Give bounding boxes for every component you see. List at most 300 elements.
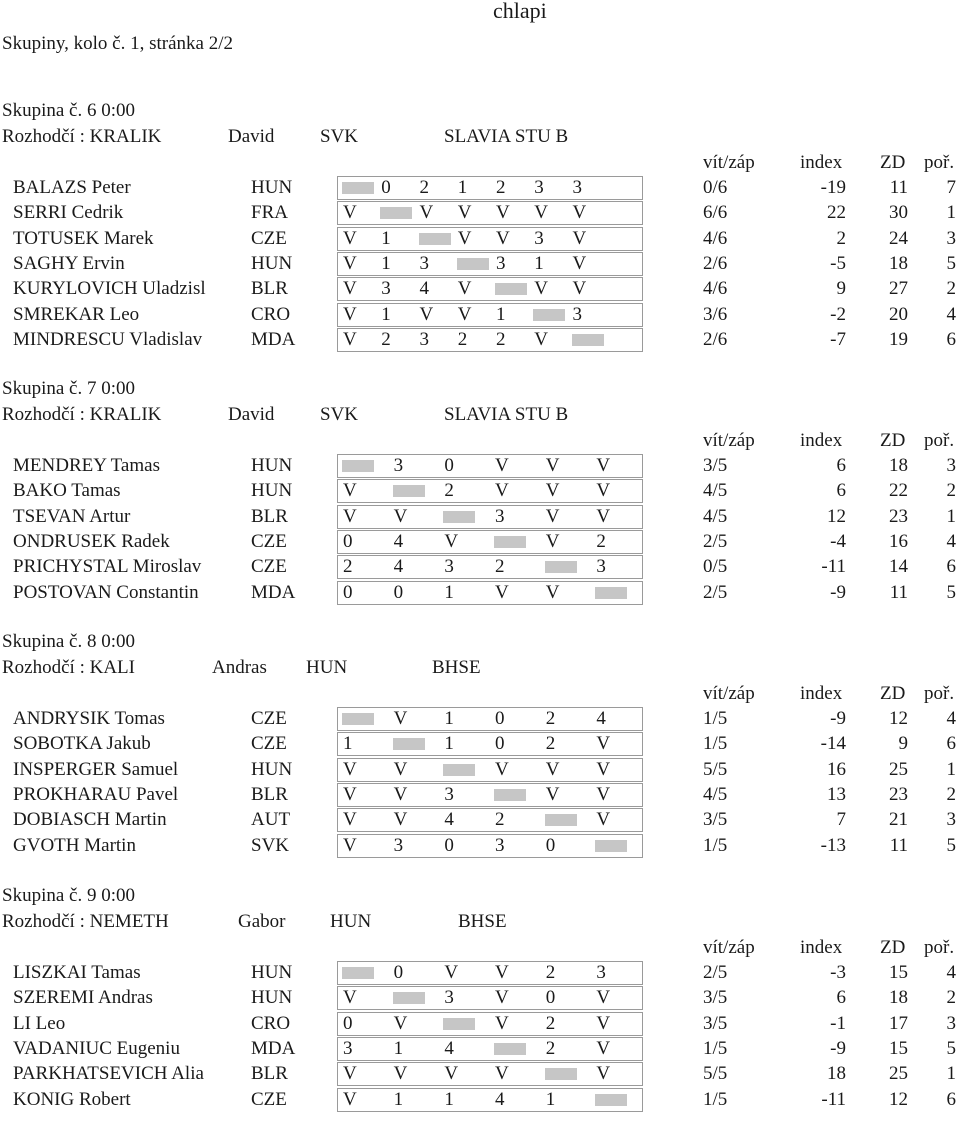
result-cell xyxy=(591,708,642,730)
player-rank: 4 xyxy=(946,962,956,983)
group-section xyxy=(0,100,960,352)
result-value: 0 xyxy=(393,962,404,983)
result-value: V xyxy=(343,202,357,224)
player-zd: 14 xyxy=(889,556,908,578)
player-name: DOBIASCH Martin xyxy=(13,809,167,831)
result-cell xyxy=(591,1013,642,1035)
result-value: 4 xyxy=(596,708,606,729)
player-rank: 5 xyxy=(946,1037,956,1059)
result-value: V xyxy=(545,758,560,780)
self-match-block xyxy=(380,207,412,219)
self-match-cell xyxy=(591,1089,642,1111)
player-zd: 18 xyxy=(889,987,908,1009)
col-header-record: vít/záp xyxy=(703,683,755,704)
result-value: 2 xyxy=(545,708,556,729)
player-rank: 4 xyxy=(946,303,956,325)
self-match-cell xyxy=(490,784,541,806)
self-match-block xyxy=(495,283,527,295)
result-cell xyxy=(415,329,453,351)
result-cell xyxy=(389,1038,440,1060)
table-row xyxy=(0,1037,960,1061)
result-cell xyxy=(439,582,490,604)
result-grid xyxy=(337,1088,643,1112)
result-value: V xyxy=(596,480,611,502)
player-name: SAGHY Ervin xyxy=(13,252,125,274)
result-value: V xyxy=(495,480,509,502)
result-value: V xyxy=(545,505,560,527)
player-country: CRO xyxy=(251,303,291,325)
result-value: V xyxy=(343,758,357,780)
result-cell xyxy=(415,253,453,275)
result-value: 3 xyxy=(596,962,606,983)
player-rank: 6 xyxy=(946,1088,956,1110)
referee-club: SLAVIA STU B xyxy=(444,404,569,425)
player-record: 4/5 xyxy=(703,783,728,805)
result-cell xyxy=(591,556,642,578)
player-rank: 3 xyxy=(946,227,956,249)
result-value: V xyxy=(495,987,509,1009)
result-cell xyxy=(490,582,541,604)
player-index: 12 xyxy=(827,505,846,527)
player-name: MINDRESCU Vladislav xyxy=(13,328,203,350)
self-match-block xyxy=(533,309,565,321)
player-name: VADANIUC Eugeniu xyxy=(13,1037,180,1059)
player-record: 4/5 xyxy=(703,480,728,502)
result-cell xyxy=(541,480,592,502)
result-value: 3 xyxy=(495,834,505,856)
player-name: TOTUSEK Marek xyxy=(13,227,154,249)
result-value: 1 xyxy=(381,227,391,249)
result-cell xyxy=(568,202,606,224)
result-cell xyxy=(453,202,491,224)
self-match-cell xyxy=(439,506,490,528)
result-value: 3 xyxy=(419,328,429,350)
player-country: HUN xyxy=(251,987,293,1009)
result-value: V xyxy=(545,783,560,805)
player-country: HUN xyxy=(251,177,293,198)
result-value: V xyxy=(393,783,408,805)
player-index: -14 xyxy=(820,733,846,755)
result-cell xyxy=(439,708,490,730)
result-cell xyxy=(376,253,414,275)
result-value: 4 xyxy=(495,1088,505,1110)
player-record: 1/5 xyxy=(703,834,728,856)
player-record: 4/5 xyxy=(703,505,728,527)
self-match-cell xyxy=(541,556,592,578)
player-record: 0/5 xyxy=(703,556,728,578)
referee-label: Rozhodčí : KRALIK xyxy=(2,404,162,425)
self-match-cell xyxy=(338,455,389,477)
player-country: AUT xyxy=(251,809,291,831)
result-value: V xyxy=(393,505,408,527)
col-header-zd: ZD xyxy=(880,430,906,451)
result-cell xyxy=(338,531,389,553)
table-row xyxy=(0,1012,960,1036)
result-value: V xyxy=(343,987,357,1009)
player-zd: 27 xyxy=(889,278,908,300)
player-rank: 2 xyxy=(946,480,956,502)
result-value: V xyxy=(596,1012,611,1034)
result-value: V xyxy=(343,1088,357,1110)
referee-first-name: David xyxy=(228,126,275,147)
result-value: 4 xyxy=(444,809,454,831)
result-value: 2 xyxy=(495,809,505,831)
player-rank: 5 xyxy=(946,581,956,603)
player-record: 0/6 xyxy=(703,177,728,198)
self-match-cell xyxy=(439,759,490,781)
result-cell xyxy=(338,253,376,275)
result-cell xyxy=(529,278,567,300)
player-zd: 20 xyxy=(889,303,908,325)
result-value: 1 xyxy=(381,252,391,274)
result-grid xyxy=(337,303,643,327)
player-record: 1/5 xyxy=(703,733,728,755)
result-value: 2 xyxy=(381,328,391,350)
result-cell xyxy=(389,809,440,831)
self-match-block xyxy=(572,334,604,346)
result-value: V xyxy=(596,733,611,755)
result-value: 2 xyxy=(596,530,606,552)
result-cell xyxy=(490,455,541,477)
self-match-block xyxy=(443,511,475,523)
player-country: CZE xyxy=(251,1088,287,1110)
result-grid xyxy=(337,505,643,529)
self-match-cell xyxy=(541,809,592,831)
result-cell xyxy=(439,835,490,857)
player-index: -4 xyxy=(830,530,846,552)
result-cell xyxy=(338,278,376,300)
player-zd: 11 xyxy=(889,834,908,856)
referee-line xyxy=(0,657,960,679)
result-cell xyxy=(439,480,490,502)
result-value: V xyxy=(444,962,459,983)
result-value: V xyxy=(596,758,611,780)
result-grid xyxy=(337,961,643,985)
self-match-block xyxy=(393,992,425,1004)
table-row xyxy=(0,277,960,301)
result-cell xyxy=(389,962,440,984)
self-match-cell xyxy=(338,708,389,730)
player-zd: 30 xyxy=(889,202,908,224)
player-zd: 16 xyxy=(889,530,908,552)
result-value: V xyxy=(444,1063,459,1085)
result-value: V xyxy=(343,252,357,274)
table-row xyxy=(0,328,960,352)
referee-label: Rozhodčí : KRALIK xyxy=(2,126,162,147)
result-value: V xyxy=(343,480,357,502)
result-value: 1 xyxy=(457,177,468,198)
player-name: INSPERGER Samuel xyxy=(13,758,179,780)
column-headers xyxy=(0,937,960,959)
result-cell xyxy=(568,228,606,250)
col-header-rank: poř. xyxy=(924,152,955,173)
result-value: V xyxy=(393,1012,408,1034)
result-cell xyxy=(591,506,642,528)
result-value: 1 xyxy=(545,1088,556,1110)
player-country: HUN xyxy=(251,962,293,983)
result-cell xyxy=(541,1089,592,1111)
result-value: V xyxy=(572,252,587,274)
result-cell xyxy=(490,556,541,578)
player-record: 4/6 xyxy=(703,278,728,300)
player-record: 3/6 xyxy=(703,303,728,325)
table-row xyxy=(0,176,960,200)
player-country: CZE xyxy=(251,733,287,755)
player-name: SERRI Cedrik xyxy=(13,202,124,224)
self-match-cell xyxy=(338,962,389,984)
result-value: 2 xyxy=(545,1037,556,1059)
table-row xyxy=(0,758,960,782)
result-value: 1 xyxy=(381,303,391,325)
result-cell xyxy=(529,202,567,224)
player-country: MDA xyxy=(251,328,296,350)
result-value: V xyxy=(596,1063,611,1085)
result-value: V xyxy=(343,303,357,325)
result-value: V xyxy=(343,278,357,300)
result-cell xyxy=(338,759,389,781)
result-value: 0 xyxy=(343,1012,353,1034)
result-cell xyxy=(591,1063,642,1085)
player-index: 6 xyxy=(836,455,846,476)
referee-line xyxy=(0,911,960,933)
player-country: BLR xyxy=(251,783,288,805)
result-cell xyxy=(568,253,606,275)
result-cell xyxy=(338,480,389,502)
result-grid xyxy=(337,732,643,756)
result-value: 2 xyxy=(444,480,454,502)
result-value: 0 xyxy=(495,708,505,729)
player-zd: 25 xyxy=(889,758,908,780)
result-value: 2 xyxy=(545,962,556,983)
player-record: 2/6 xyxy=(703,328,728,350)
referee-country: HUN xyxy=(306,657,348,678)
result-value: 4 xyxy=(393,556,404,578)
result-cell xyxy=(338,733,389,755)
result-cell xyxy=(376,329,414,351)
result-cell xyxy=(389,1013,440,1035)
result-cell xyxy=(338,809,389,831)
result-cell xyxy=(490,759,541,781)
player-zd: 21 xyxy=(889,809,908,831)
result-cell xyxy=(529,228,567,250)
referee-first-name: David xyxy=(228,404,275,425)
referee-first-name: Gabor xyxy=(238,911,286,932)
player-index: -2 xyxy=(830,303,846,325)
col-header-rank: poř. xyxy=(924,430,955,451)
result-cell xyxy=(389,835,440,857)
referee-first-name: Andras xyxy=(212,657,267,678)
player-index: 16 xyxy=(827,758,846,780)
group-section xyxy=(0,378,960,630)
result-grid xyxy=(337,1037,643,1061)
result-cell xyxy=(415,202,453,224)
result-cell xyxy=(439,809,490,831)
result-value: 2 xyxy=(457,328,468,350)
result-value: V xyxy=(534,202,548,224)
result-value: 2 xyxy=(496,177,506,198)
result-cell xyxy=(541,962,592,984)
player-name: LI Leo xyxy=(13,1012,66,1034)
result-cell xyxy=(491,228,529,250)
result-value: 1 xyxy=(393,1037,404,1059)
result-value: V xyxy=(457,227,472,249)
player-name: LISZKAI Tamas xyxy=(13,962,141,983)
result-cell xyxy=(453,228,491,250)
table-row xyxy=(0,454,960,478)
result-cell xyxy=(541,759,592,781)
player-rank: 2 xyxy=(946,783,956,805)
result-grid xyxy=(337,227,643,251)
result-grid xyxy=(337,530,643,554)
player-index: -19 xyxy=(820,177,846,198)
player-country: FRA xyxy=(251,202,288,224)
result-cell xyxy=(389,531,440,553)
result-value: 1 xyxy=(496,303,506,325)
result-value: 3 xyxy=(381,278,391,300)
result-cell xyxy=(541,784,592,806)
result-cell xyxy=(529,177,567,199)
result-cell xyxy=(439,1089,490,1111)
result-value: 1 xyxy=(393,1088,404,1110)
player-rank: 1 xyxy=(946,505,956,527)
col-header-index: index xyxy=(800,430,843,451)
player-index: 18 xyxy=(827,1063,846,1085)
table-row xyxy=(0,732,960,756)
col-header-zd: ZD xyxy=(880,937,906,958)
result-cell xyxy=(591,733,642,755)
result-cell xyxy=(376,177,414,199)
result-value: V xyxy=(343,227,357,249)
player-country: HUN xyxy=(251,758,293,780)
result-value: 3 xyxy=(534,177,544,198)
player-record: 6/6 xyxy=(703,202,728,224)
col-header-index: index xyxy=(800,683,843,704)
result-value: 4 xyxy=(393,530,404,552)
player-rank: 3 xyxy=(946,1012,956,1034)
self-match-cell xyxy=(415,228,453,250)
result-cell xyxy=(439,733,490,755)
self-match-cell xyxy=(439,1013,490,1035)
table-row xyxy=(0,530,960,554)
player-name: KURYLOVICH Uladzisl xyxy=(13,278,206,300)
group-section xyxy=(0,885,960,1137)
result-value: 3 xyxy=(444,783,454,805)
result-cell xyxy=(338,835,389,857)
result-cell xyxy=(338,329,376,351)
result-grid xyxy=(337,581,643,605)
table-row xyxy=(0,505,960,529)
result-value: 1 xyxy=(534,252,544,274)
result-cell xyxy=(591,784,642,806)
self-match-block xyxy=(545,1068,577,1080)
self-match-cell xyxy=(389,733,440,755)
player-name: PRICHYSTAL Miroslav xyxy=(13,556,202,578)
self-match-cell xyxy=(389,480,440,502)
column-headers xyxy=(0,683,960,705)
result-cell xyxy=(490,480,541,502)
result-value: 3 xyxy=(572,177,582,198)
player-rank: 1 xyxy=(946,758,956,780)
result-cell xyxy=(389,708,440,730)
player-rank: 3 xyxy=(946,455,956,476)
result-cell xyxy=(568,278,606,300)
column-headers xyxy=(0,152,960,174)
result-value: V xyxy=(545,581,560,603)
col-header-rank: poř. xyxy=(924,937,955,958)
result-value: 1 xyxy=(444,733,454,755)
player-rank: 1 xyxy=(946,202,956,224)
result-value: 0 xyxy=(495,733,505,755)
player-name: SMREKAR Leo xyxy=(13,303,140,325)
player-zd: 22 xyxy=(889,480,908,502)
result-value: V xyxy=(495,962,509,983)
player-country: HUN xyxy=(251,455,293,476)
group-section xyxy=(0,631,960,883)
result-cell xyxy=(389,759,440,781)
player-record: 2/5 xyxy=(703,581,728,603)
result-value: V xyxy=(343,1063,357,1085)
result-cell xyxy=(389,506,440,528)
result-cell xyxy=(338,1089,389,1111)
col-header-index: index xyxy=(800,937,843,958)
result-value: V xyxy=(419,202,434,224)
result-value: V xyxy=(534,328,548,350)
player-name: SOBOTKA Jakub xyxy=(13,733,151,755)
result-grid xyxy=(337,252,643,276)
result-cell xyxy=(453,304,491,326)
self-match-block xyxy=(342,460,374,472)
player-record: 3/5 xyxy=(703,987,728,1009)
result-cell xyxy=(453,329,491,351)
player-index: -9 xyxy=(830,708,846,729)
result-cell xyxy=(389,784,440,806)
self-match-block xyxy=(342,967,374,979)
result-value: V xyxy=(457,202,472,224)
result-value: 0 xyxy=(444,455,454,476)
self-match-block xyxy=(457,258,489,270)
result-cell xyxy=(541,1013,592,1035)
player-index: -11 xyxy=(821,1088,846,1110)
result-value: V xyxy=(343,809,357,831)
player-index: 6 xyxy=(836,987,846,1009)
player-rank: 4 xyxy=(946,708,956,729)
player-zd: 12 xyxy=(889,1088,908,1110)
player-record: 3/5 xyxy=(703,1012,728,1034)
result-value: V xyxy=(495,455,509,476)
result-cell xyxy=(338,506,389,528)
result-cell xyxy=(591,480,642,502)
referee-country: SVK xyxy=(320,126,359,147)
player-index: -3 xyxy=(830,962,846,983)
result-grid xyxy=(337,1012,643,1036)
result-value: 3 xyxy=(496,252,506,274)
self-match-cell xyxy=(490,531,541,553)
result-cell xyxy=(439,962,490,984)
self-match-cell xyxy=(568,329,606,351)
player-country: CZE xyxy=(251,556,287,578)
player-rank: 2 xyxy=(946,987,956,1009)
result-cell xyxy=(453,177,491,199)
result-cell xyxy=(439,1038,490,1060)
result-cell xyxy=(338,1013,389,1035)
player-index: -9 xyxy=(830,581,846,603)
table-row xyxy=(0,1088,960,1112)
result-cell xyxy=(338,1038,389,1060)
result-cell xyxy=(491,304,529,326)
self-match-cell xyxy=(491,278,529,300)
player-name: ANDRYSIK Tomas xyxy=(13,708,165,729)
player-record: 5/5 xyxy=(703,758,728,780)
